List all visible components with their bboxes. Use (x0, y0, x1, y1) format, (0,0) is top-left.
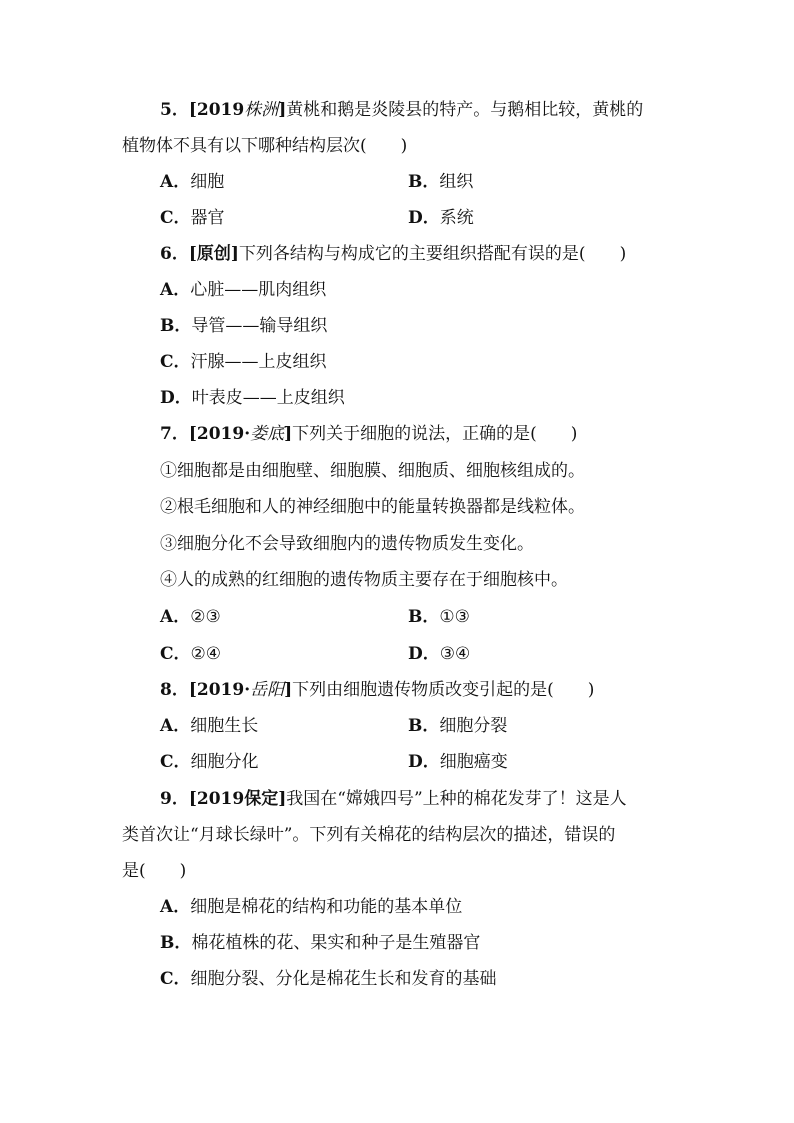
statement-4 (160, 569, 568, 591)
question-9-line-1 (160, 788, 627, 810)
option-text: 导管——输导组织 (191, 316, 328, 336)
source-tag-close: ] (278, 100, 287, 120)
source-tag-open: [2019· (188, 680, 251, 700)
option-letter: C． (160, 352, 191, 372)
question-text: 我国在“嫦娥四号”上种的棉花发芽了！这是人 (286, 789, 627, 809)
statement-text: ②根毛细胞和人的神经细胞中的能量转换器都是线粒体。 (160, 497, 585, 517)
question-text: 下列各结构与构成它的主要组织搭配有误的是( ) (238, 244, 627, 264)
option-c (160, 207, 225, 229)
option-d (408, 643, 470, 665)
option-a (160, 896, 462, 918)
option-a (160, 715, 258, 737)
question-number: 6． (160, 244, 189, 264)
option-text: 器官 (190, 208, 225, 228)
option-letter: A． (160, 280, 191, 300)
option-text: 汗腺——上皮组织 (190, 352, 327, 372)
option-text: 系统 (439, 208, 474, 228)
option-c (160, 643, 221, 665)
option-letter: B． (408, 716, 440, 736)
question-number: 7． (160, 424, 189, 444)
option-text: 心脏——肌肉组织 (190, 280, 327, 300)
source-tag-city: 株洲 (244, 100, 279, 120)
question-number: 5． (160, 100, 189, 120)
option-letter: D． (408, 752, 440, 772)
option-c (160, 751, 259, 773)
option-letter: B． (408, 607, 440, 627)
question-text: 类首次让“月球长绿叶”。下列有关棉花的结构层次的描述，错误的 (122, 825, 616, 845)
statement-1 (160, 460, 585, 482)
option-b (160, 315, 327, 337)
option-text: 棉花植株的花、果实和种子是生殖器官 (191, 933, 481, 953)
question-7-line-1 (160, 423, 577, 445)
option-letter: A． (160, 172, 191, 192)
option-text: ③④ (439, 644, 471, 664)
option-letter: D． (160, 388, 192, 408)
option-letter: A． (160, 607, 191, 627)
source-tag: [原创] (188, 244, 239, 264)
question-text: 黄桃和鹅是炎陵县的特产。与鹅相比较，黄桃的 (286, 100, 644, 120)
option-text: ②④ (190, 644, 222, 664)
option-letter: C． (160, 969, 191, 989)
statement-text: ③细胞分化不会导致细胞内的遗传物质发生变化。 (160, 534, 534, 554)
option-letter: C． (160, 752, 191, 772)
question-6-line-1 (160, 243, 626, 265)
option-letter: B． (160, 933, 192, 953)
source-tag-city: 娄底 (250, 424, 285, 444)
question-text: 下列关于细胞的说法，正确的是( ) (292, 424, 578, 444)
source-tag-close: ] (284, 424, 293, 444)
option-letter: A． (160, 716, 191, 736)
option-a (160, 606, 221, 628)
option-d (408, 751, 508, 773)
option-letter: B． (160, 316, 192, 336)
statement-text: ①细胞都是由细胞壁、细胞膜、细胞质、细胞核组成的。 (160, 461, 585, 481)
question-9-line-2 (122, 824, 615, 846)
question-text: 植物体不具有以下哪种结构层次( ) (122, 136, 408, 156)
option-letter: B． (408, 172, 440, 192)
option-letter: A． (160, 897, 191, 917)
question-number: 8． (160, 680, 189, 700)
source-tag: [2019保定] (188, 789, 287, 809)
option-c (160, 351, 327, 373)
option-letter: D． (408, 208, 440, 228)
option-text: ②③ (190, 607, 221, 627)
question-number: 9． (160, 789, 189, 809)
option-text: 细胞分裂 (439, 716, 508, 736)
option-d (408, 207, 474, 229)
option-text: 细胞分裂、分化是棉花生长和发育的基础 (190, 969, 497, 989)
option-d (160, 387, 345, 409)
option-a (160, 279, 326, 301)
option-c (160, 968, 497, 990)
statement-text: ④人的成熟的红细胞的遗传物质主要存在于细胞核中。 (160, 570, 568, 590)
option-text: 细胞癌变 (439, 752, 508, 772)
option-text: 细胞是棉花的结构和功能的基本单位 (190, 897, 463, 917)
option-text: 叶表皮——上皮组织 (191, 388, 345, 408)
source-tag-close: ] (284, 680, 293, 700)
option-b (408, 171, 473, 193)
source-tag-city: 岳阳 (250, 680, 285, 700)
option-a (160, 171, 224, 193)
question-8-line-1 (160, 679, 594, 701)
question-text: 是( ) (122, 861, 187, 881)
option-text: 组织 (439, 172, 474, 192)
option-text: 细胞 (190, 172, 225, 192)
option-letter: C． (160, 208, 191, 228)
option-letter: D． (408, 644, 440, 664)
source-tag-open: [2019· (188, 424, 251, 444)
source-tag-open: [2019 (188, 100, 245, 120)
statement-2 (160, 496, 585, 518)
option-b (160, 932, 480, 954)
option-b (408, 715, 507, 737)
question-5-line-1 (160, 99, 643, 121)
question-text: 下列由细胞遗传物质改变引起的是( ) (292, 680, 595, 700)
option-letter: C． (160, 644, 191, 664)
option-b (408, 606, 470, 628)
option-text: ①③ (439, 607, 470, 627)
option-text: 细胞分化 (190, 752, 259, 772)
statement-3 (160, 533, 534, 555)
question-9-line-3 (122, 860, 186, 882)
option-text: 细胞生长 (190, 716, 259, 736)
question-5-line-2 (122, 135, 407, 157)
